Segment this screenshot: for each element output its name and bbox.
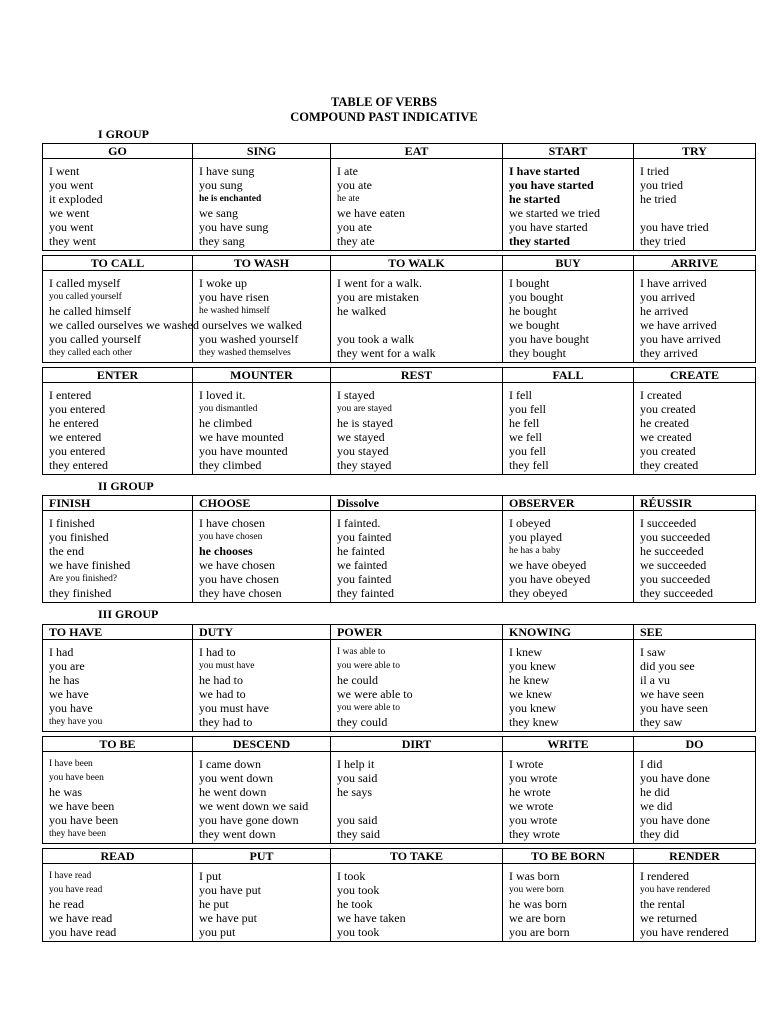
conjugation-line: you wrote [509, 813, 558, 827]
conjugation-line: you were able to [337, 661, 401, 671]
conjugation-line: I bought [509, 276, 550, 290]
conjugation-line: you said [337, 771, 378, 785]
verb-header-cell: RÉUSSIR [634, 496, 756, 511]
conjugation-line: he is enchanted [199, 194, 262, 204]
conjugation-line: you have gone down [199, 813, 299, 827]
conjugation-cell [331, 159, 503, 251]
verb-header-cell: CHOOSE [193, 496, 331, 511]
conjugation-line: you arrived [640, 290, 695, 304]
conjugation-line: they washed themselves [199, 348, 291, 358]
document-subtitle: COMPOUND PAST INDICATIVE [290, 110, 478, 124]
conjugation-line: we have [49, 687, 89, 701]
conjugation-line: we went [49, 206, 90, 220]
conjugation-line: we called ourselves we washed ourselves we walked [49, 318, 302, 332]
verb-header-row [43, 849, 756, 864]
conjugation-row [43, 383, 756, 475]
verb-header-cell: START [503, 144, 634, 159]
conjugation-cell [503, 864, 634, 942]
conjugation-line: he ate [337, 194, 360, 204]
conjugation-line: he created [640, 416, 689, 430]
conjugation-line: we have seen [640, 687, 704, 701]
conjugation-line: we had to [199, 687, 246, 701]
conjugation-line: you ate [337, 220, 372, 234]
conjugation-line: I entered [49, 388, 92, 402]
conjugation-line: he was [49, 785, 82, 799]
conjugation-cell [503, 383, 634, 475]
conjugation-line: you fell [509, 402, 546, 416]
conjugation-line: we have read [49, 911, 113, 925]
conjugation-line: you took [337, 925, 380, 939]
group-label: II GROUP [98, 479, 154, 493]
conjugation-line: you created [640, 402, 696, 416]
conjugation-cell [193, 271, 331, 363]
conjugation-line: I created [640, 388, 682, 402]
conjugation-line: we are born [509, 911, 566, 925]
conjugation-line: I called myself [49, 276, 121, 290]
conjugation-cell [331, 511, 503, 603]
conjugation-cell [503, 271, 634, 363]
conjugation-line: they went down [199, 827, 276, 841]
verb-header-cell: EAT [331, 144, 503, 159]
conjugation-line: they bought [509, 346, 566, 360]
conjugation-line: you have done [640, 771, 710, 785]
conjugation-cell [43, 159, 193, 251]
conjugation-line: he did [640, 785, 670, 799]
conjugation-line: we have finished [49, 558, 131, 572]
verb-header-cell: DO [634, 737, 756, 752]
verb-header-cell: Dissolve [331, 496, 503, 511]
conjugation-line: we have arrived [640, 318, 717, 332]
conjugation-line: it exploded [49, 192, 103, 206]
conjugation-row [43, 159, 756, 251]
conjugation-line: the end [49, 544, 84, 558]
conjugation-line: he fell [509, 416, 540, 430]
conjugation-line: we created [640, 430, 692, 444]
conjugation-line: he says [337, 785, 372, 799]
conjugation-line: he was born [509, 897, 567, 911]
verb-table [42, 143, 756, 251]
conjugation-line: you must have [199, 661, 255, 671]
conjugation-cell [193, 752, 331, 844]
conjugation-line: they knew [509, 715, 559, 729]
conjugation-row [43, 864, 756, 942]
conjugation-line: I went [49, 164, 80, 178]
conjugation-line: you succeeded [640, 572, 711, 586]
conjugation-line: you are [49, 659, 85, 673]
conjugation-line [337, 318, 496, 332]
conjugation-line: he walked [337, 304, 386, 318]
verb-header-cell: CREATE [634, 368, 756, 383]
conjugation-line: I wrote [509, 757, 544, 771]
conjugation-line: you washed yourself [199, 332, 299, 346]
conjugation-line: you were born [509, 885, 564, 895]
verb-table [42, 624, 756, 732]
conjugation-cell [193, 159, 331, 251]
conjugation-line: we wrote [509, 799, 554, 813]
conjugation-line: I have chosen [199, 516, 265, 530]
conjugation-line: I woke up [199, 276, 247, 290]
conjugation-line: you have mounted [199, 444, 288, 458]
conjugation-line: they wrote [509, 827, 560, 841]
conjugation-line: you have arrived [640, 332, 721, 346]
verb-header-cell: TO CALL [43, 256, 193, 271]
conjugation-line: I rendered [640, 869, 689, 883]
conjugation-line: you have read [49, 925, 117, 939]
conjugation-line: we bought [509, 318, 560, 332]
verb-header-row [43, 256, 756, 271]
conjugation-line: they arrived [640, 346, 698, 360]
conjugation-line: you called yourself [49, 292, 122, 302]
conjugation-line: you have obeyed [509, 572, 591, 586]
conjugation-line: we have mounted [199, 430, 284, 444]
conjugation-line: I stayed [337, 388, 375, 402]
conjugation-line: you have chosen [199, 532, 263, 542]
conjugation-line: they had to [199, 715, 253, 729]
conjugation-line: you entered [49, 444, 106, 458]
conjugation-cell [43, 864, 193, 942]
conjugation-line: you have bought [509, 332, 589, 346]
conjugation-cell [503, 159, 634, 251]
conjugation-cell [503, 511, 634, 603]
conjugation-line: Are you finished? [49, 574, 118, 584]
conjugation-line: I loved it. [199, 388, 246, 402]
conjugation-line: we have chosen [199, 558, 275, 572]
conjugation-line [640, 206, 749, 220]
conjugation-line: he bought [509, 304, 557, 318]
verb-table [42, 255, 756, 363]
conjugation-line: I saw [640, 645, 666, 659]
conjugation-line: I have sung [199, 164, 255, 178]
conjugation-line: they did [640, 827, 679, 841]
conjugation-cell [503, 640, 634, 732]
conjugation-line: you wrote [509, 771, 558, 785]
conjugation-line: we fell [509, 430, 542, 444]
verb-header-cell: DIRT [331, 737, 503, 752]
conjugation-cell [331, 864, 503, 942]
verb-header-cell: FINISH [43, 496, 193, 511]
conjugation-line: you bought [509, 290, 564, 304]
verb-header-cell: TO HAVE [43, 625, 193, 640]
conjugation-line: he has a baby [509, 546, 561, 556]
conjugation-line: you are stayed [337, 404, 392, 414]
conjugation-line: you were able to [337, 703, 401, 713]
conjugation-line: you fainted [337, 530, 392, 544]
conjugation-line: you have [49, 701, 93, 715]
conjugation-line: he washed himself [199, 306, 270, 316]
conjugation-cell [331, 752, 503, 844]
conjugation-line: they entered [49, 458, 108, 472]
conjugation-line: you entered [49, 402, 106, 416]
verb-header-cell: TO WALK [331, 256, 503, 271]
conjugation-line: you have done [640, 813, 710, 827]
conjugation-line: you have been [49, 773, 104, 783]
conjugation-cell [193, 640, 331, 732]
conjugation-line: you called yourself [49, 332, 141, 346]
conjugation-line: I ate [337, 164, 358, 178]
verb-header-cell: REST [331, 368, 503, 383]
conjugation-line: they said [337, 827, 380, 841]
conjugation-line: I had [49, 645, 74, 659]
conjugation-cell [193, 511, 331, 603]
conjugation-line: they ate [337, 234, 375, 248]
conjugation-line: I have arrived [640, 276, 707, 290]
verb-header-row [43, 144, 756, 159]
conjugation-cell [331, 640, 503, 732]
conjugation-row [43, 271, 756, 363]
conjugation-line [337, 799, 496, 813]
conjugation-line: you went [49, 178, 94, 192]
conjugation-line: they climbed [199, 458, 262, 472]
group-label: I GROUP [98, 127, 149, 141]
conjugation-line: you fell [509, 444, 546, 458]
conjugation-cell [634, 752, 756, 844]
verb-header-row [43, 496, 756, 511]
conjugation-line: you said [337, 813, 378, 827]
verb-header-cell: SING [193, 144, 331, 159]
conjugation-line: we returned [640, 911, 697, 925]
conjugation-cell [43, 383, 193, 475]
conjugation-line: I was born [509, 869, 560, 883]
conjugation-line: I knew [509, 645, 542, 659]
conjugation-cell [503, 752, 634, 844]
verb-header-cell: DUTY [193, 625, 331, 640]
conjugation-line: you are mistaken [337, 290, 419, 304]
conjugation-line: you fainted [337, 572, 392, 586]
conjugation-cell [43, 511, 193, 603]
verb-header-cell: ARRIVE [634, 256, 756, 271]
conjugation-line: he read [49, 897, 84, 911]
conjugation-line: he chooses [199, 544, 253, 558]
conjugation-line: you have seen [640, 701, 708, 715]
conjugation-line: you have sung [199, 220, 269, 234]
conjugation-line: I had to [199, 645, 236, 659]
verb-header-row [43, 737, 756, 752]
conjugation-line: we started we tried [509, 206, 600, 220]
conjugation-line: I was able to [337, 647, 386, 657]
conjugation-line: you have tried [640, 220, 709, 234]
verb-header-row [43, 368, 756, 383]
conjugation-line: I came down [199, 757, 261, 771]
conjugation-line: you have started [509, 178, 594, 192]
conjugation-line: you have rendered [640, 925, 729, 939]
conjugation-cell [331, 271, 503, 363]
conjugation-cell [193, 864, 331, 942]
conjugation-line: I help it [337, 757, 375, 771]
conjugation-line: you have put [199, 883, 261, 897]
conjugation-line: you have started [509, 220, 588, 234]
conjugation-line: you have read [49, 885, 103, 895]
conjugation-line: I succeeded [640, 516, 697, 530]
verb-table [42, 495, 756, 603]
conjugation-line: he went down [199, 785, 267, 799]
conjugation-line: you knew [509, 659, 556, 673]
conjugation-line: I have been [49, 759, 93, 769]
conjugation-line: he had to [199, 673, 243, 687]
document-title: TABLE OF VERBS [330, 95, 438, 109]
conjugation-cell [331, 383, 503, 475]
verb-table [42, 848, 756, 942]
conjugation-line: he fainted [337, 544, 385, 558]
conjugation-line: we went down we said [199, 799, 309, 813]
conjugation-line: you played [509, 530, 562, 544]
verb-table [42, 736, 756, 844]
conjugation-line: we succeeded [640, 558, 707, 572]
conjugation-line: I fell [509, 388, 532, 402]
verb-header-cell: TO BE BORN [503, 849, 634, 864]
conjugation-cell [193, 383, 331, 475]
conjugation-line: did you see [640, 659, 695, 673]
conjugation-line: he started [509, 192, 560, 206]
conjugation-line: you created [640, 444, 696, 458]
conjugation-line: they have you [49, 717, 103, 727]
conjugation-line: he arrived [640, 304, 689, 318]
conjugation-line: you have been [49, 813, 119, 827]
conjugation-line: he took [337, 897, 373, 911]
conjugation-line: I have started [509, 164, 580, 178]
conjugation-cell [634, 383, 756, 475]
verb-header-cell: KNOWING [503, 625, 634, 640]
conjugation-cell [43, 752, 193, 844]
verb-header-cell: OBSERVER [503, 496, 634, 511]
verb-header-cell: PUT [193, 849, 331, 864]
conjugation-cell [634, 271, 756, 363]
conjugation-line: they obeyed [509, 586, 568, 600]
verb-header-cell: TO WASH [193, 256, 331, 271]
conjugation-cell [634, 864, 756, 942]
conjugation-line: they have chosen [199, 586, 282, 600]
conjugation-line: il a vu [640, 673, 670, 687]
conjugation-cell [634, 159, 756, 251]
verb-header-cell: DESCEND [193, 737, 331, 752]
conjugation-line: we were able to [337, 687, 413, 701]
conjugation-line: I did [640, 757, 663, 771]
conjugation-line: I tried [640, 164, 669, 178]
verb-header-cell: MOUNTER [193, 368, 331, 383]
conjugation-line: they finished [49, 586, 112, 600]
conjugation-line: they stayed [337, 458, 392, 472]
conjugation-line: they created [640, 458, 699, 472]
conjugation-row [43, 752, 756, 844]
conjugation-cell [43, 640, 193, 732]
conjugation-line: he wrote [509, 785, 551, 799]
conjugation-line: I obeyed [509, 516, 551, 530]
conjugation-line: I fainted. [337, 516, 381, 530]
conjugation-line: you ate [337, 178, 372, 192]
group-label: III GROUP [98, 607, 159, 621]
conjugation-line: he has [49, 673, 80, 687]
conjugation-line: you finished [49, 530, 109, 544]
conjugation-line: they could [337, 715, 388, 729]
conjugation-line: you dismantled [199, 404, 258, 414]
conjugation-line: they called each other [49, 348, 133, 358]
verb-header-cell: TRY [634, 144, 756, 159]
conjugation-line: we have put [199, 911, 257, 925]
conjugation-line: he climbed [199, 416, 252, 430]
conjugation-line: he tried [640, 192, 677, 206]
conjugation-line: I put [199, 869, 222, 883]
conjugation-line: you have rendered [640, 885, 711, 895]
conjugation-cell [634, 511, 756, 603]
verb-header-cell: BUY [503, 256, 634, 271]
conjugation-line: I took [337, 869, 366, 883]
conjugation-line: you put [199, 925, 236, 939]
conjugation-line: they saw [640, 715, 683, 729]
conjugation-line: we did [640, 799, 673, 813]
conjugation-line: they fell [509, 458, 549, 472]
conjugation-line: I have read [49, 871, 92, 881]
conjugation-line: he called himself [49, 304, 131, 318]
conjugation-line: you have risen [199, 290, 269, 304]
conjugation-line: you succeeded [640, 530, 711, 544]
conjugation-line: you have chosen [199, 572, 279, 586]
conjugation-line: we fainted [337, 558, 388, 572]
conjugation-line: we stayed [337, 430, 385, 444]
verb-header-cell: WRITE [503, 737, 634, 752]
conjugation-line: we knew [509, 687, 552, 701]
conjugation-line: we have taken [337, 911, 406, 925]
verb-table [42, 367, 756, 475]
verb-header-cell: POWER [331, 625, 503, 640]
conjugation-line: they started [509, 234, 570, 248]
verb-header-row [43, 625, 756, 640]
conjugation-line: he is stayed [337, 416, 393, 430]
conjugation-line: they succeeded [640, 586, 713, 600]
conjugation-line: you took [337, 883, 380, 897]
verb-header-cell: TO TAKE [331, 849, 503, 864]
conjugation-line: they went [49, 234, 96, 248]
verb-header-cell: READ [43, 849, 193, 864]
conjugation-line: you stayed [337, 444, 389, 458]
conjugation-line: he put [199, 897, 229, 911]
conjugation-line: we entered [49, 430, 102, 444]
conjugation-line: he could [337, 673, 378, 687]
conjugation-line: I finished [49, 516, 95, 530]
conjugation-line: the rental [640, 897, 685, 911]
conjugation-line: we sang [199, 206, 238, 220]
conjugation-line: we have eaten [337, 206, 405, 220]
conjugation-line: you went down [199, 771, 273, 785]
conjugation-line: you tried [640, 178, 683, 192]
conjugation-line: they have been [49, 829, 106, 839]
conjugation-line: he knew [509, 673, 550, 687]
conjugation-line: you knew [509, 701, 556, 715]
conjugation-line: they sang [199, 234, 245, 248]
conjugation-line: you went [49, 220, 94, 234]
verb-header-cell: FALL [503, 368, 634, 383]
conjugation-line: I went for a walk. [337, 276, 422, 290]
conjugation-line: we have obeyed [509, 558, 587, 572]
verb-header-cell: ENTER [43, 368, 193, 383]
conjugation-line: we have been [49, 799, 115, 813]
conjugation-line: you took a walk [337, 332, 414, 346]
conjugation-line: they went for a walk [337, 346, 436, 360]
conjugation-row [43, 511, 756, 603]
verb-header-cell: RENDER [634, 849, 756, 864]
conjugation-line: he succeeded [640, 544, 704, 558]
conjugation-row [43, 640, 756, 732]
conjugation-line: they tried [640, 234, 686, 248]
conjugation-line: they fainted [337, 586, 394, 600]
verb-header-cell: GO [43, 144, 193, 159]
verb-header-cell: TO BE [43, 737, 193, 752]
verb-header-cell: SEE [634, 625, 756, 640]
conjugation-line: you sung [199, 178, 243, 192]
conjugation-line: you are born [509, 925, 570, 939]
conjugation-line: he entered [49, 416, 99, 430]
conjugation-line: you must have [199, 701, 269, 715]
conjugation-cell [634, 640, 756, 732]
